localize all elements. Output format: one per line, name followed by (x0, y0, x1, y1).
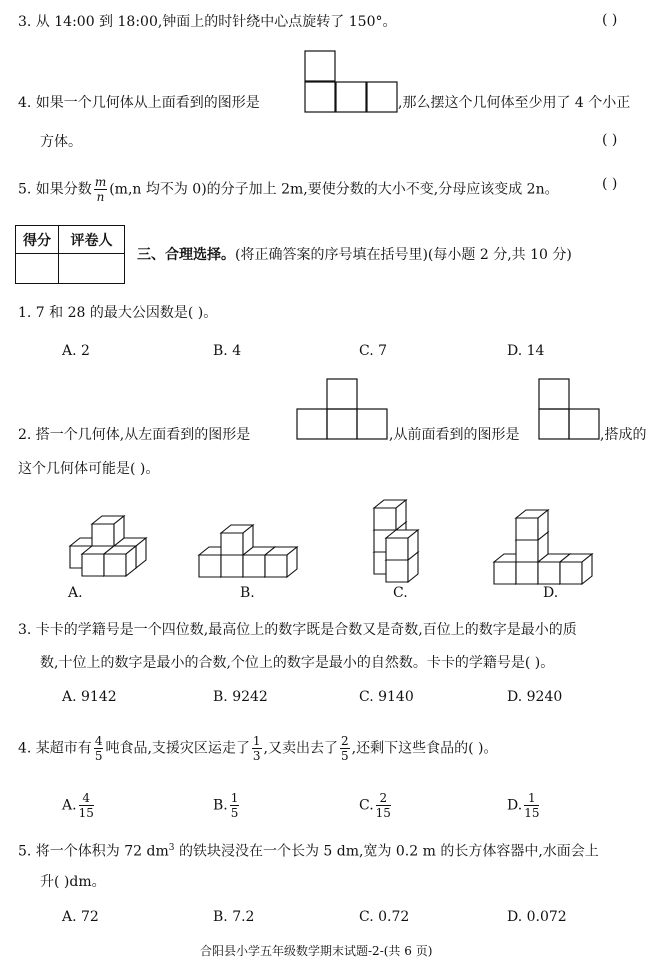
cube (104, 546, 136, 576)
choice-q2-option-a-figure[interactable] (50, 500, 170, 580)
cubic-superscript: 3 (168, 843, 175, 853)
choice-q3-option-b[interactable]: B. 9242 (213, 689, 268, 705)
choice-q4-option-d[interactable] (507, 792, 541, 819)
choice-q5-option-d[interactable]: D. 0.072 (507, 909, 567, 925)
judge-q3-text: 3. 从 14:00 到 18:00,钟面上的时针绕中心点旋转了 150°。 (18, 14, 397, 30)
choice-q2-stem-b: ,从前面看到的图形是 (389, 427, 520, 443)
score-cell[interactable] (16, 254, 59, 284)
cube (265, 547, 297, 577)
fraction-one-third (252, 735, 262, 762)
choice-q4-stem (18, 735, 497, 762)
choice-q2-option-b-label[interactable]: B. (240, 585, 255, 601)
fraction-numerator: 4 (79, 792, 94, 806)
option-fraction (524, 792, 539, 819)
cube (374, 500, 406, 530)
fraction-denominator: 3 (252, 749, 261, 763)
choice-q5-option-b[interactable]: B. 7.2 (213, 909, 255, 925)
choice-q4-stem-d: ,还剩下这些食品的( )。 (351, 740, 498, 757)
choice-q2-option-c-figure[interactable] (360, 492, 450, 582)
fraction-numerator: m (94, 175, 107, 189)
fraction-denominator: 15 (375, 806, 391, 820)
choice-q4-option-b[interactable] (213, 792, 241, 819)
option-fraction (79, 792, 94, 819)
fraction-numerator: 2 (376, 792, 391, 806)
page-footer: 合阳县小学五年级数学期末试题-2-(共 6 页) (200, 944, 433, 958)
choice-q3-option-c[interactable]: C. 9140 (359, 689, 414, 705)
judge-q4-answer-paren[interactable]: ( ) (602, 132, 618, 148)
fraction-numerator: 1 (524, 792, 539, 806)
choice-q1-option-a[interactable]: A. 2 (62, 343, 90, 359)
choice-q4-stem-c: ,又卖出去了 (263, 740, 338, 757)
judge-q4-text-b: ,那么摆这个几何体至少用了 4 个小正 (398, 95, 631, 111)
fraction-denominator: 5 (94, 749, 103, 763)
cube (221, 525, 253, 555)
option-letter: B. (213, 797, 228, 814)
front-view-shape-figure (538, 378, 600, 440)
cube (386, 530, 418, 560)
choice-q1-option-b[interactable]: B. 4 (213, 343, 242, 359)
judge-q5-line (18, 176, 559, 203)
choice-q3-option-a[interactable]: A. 9142 (62, 689, 117, 705)
fraction-denominator: 5 (341, 749, 349, 763)
fraction-m-over-n (94, 176, 107, 203)
cube (560, 554, 592, 584)
choice-q2-stem-c: ,搭成的 (600, 427, 647, 443)
fraction-denominator: 15 (524, 806, 540, 820)
section-3-heading (137, 245, 572, 265)
judge-q3-answer-paren[interactable]: ( ) (602, 12, 618, 28)
judge-q5-text-b: (m,n 均不为 0)的分子加上 2m,要使分数的大小不变,分母应该变成 2n。 (109, 181, 559, 198)
choice-q5-stem-line1-b: 的铁块浸没在一个长为 5 dm,宽为 0.2 m 的长方体容器中,水面会上 (174, 843, 599, 860)
choice-q2-stem-a: 2. 搭一个几何体,从左面看到的图形是 (18, 427, 251, 443)
choice-q4-option-a[interactable] (62, 792, 96, 819)
left-view-shape-figure (296, 378, 388, 440)
choice-q3-option-d[interactable]: D. 9240 (507, 689, 563, 705)
choice-q1-stem: 1. 7 和 28 的最大公因数是( )。 (18, 305, 218, 321)
choice-q2-option-a-label[interactable]: A. (68, 585, 83, 601)
fraction-four-fifths (94, 735, 104, 762)
fraction-numerator: 4 (94, 734, 103, 748)
score-header: 得分 (16, 226, 59, 254)
choice-q2-option-b-figure[interactable] (195, 500, 315, 580)
option-letter: C. (359, 797, 374, 814)
score-box (15, 225, 125, 284)
section-3-note: (将正确答案的序号填在括号里)(每小题 2 分,共 10 分) (235, 247, 572, 263)
top-view-shape-figure (304, 50, 398, 114)
fraction-numerator: 1 (252, 734, 261, 748)
choice-q4-stem-a: 4. 某超市有 (18, 740, 92, 757)
fraction-numerator: 1 (230, 791, 239, 805)
judge-q4-text-c: 方体。 (40, 134, 82, 150)
fraction-two-fifths (340, 735, 350, 762)
option-fraction (376, 792, 391, 819)
choice-q4-option-c[interactable] (359, 792, 393, 819)
choice-q5-stem-line1 (18, 838, 599, 862)
choice-q4-stem-b: 吨食品,支援灾区运走了 (105, 740, 250, 757)
choice-q2-stem-d: 这个几何体可能是( )。 (18, 461, 160, 477)
judge-q5-text-a: 5. 如果分数 (18, 181, 92, 198)
fraction-numerator: 2 (341, 734, 349, 748)
grader-cell[interactable] (59, 254, 125, 284)
choice-q1-option-d[interactable]: D. 14 (507, 343, 545, 359)
fraction-denominator: n (96, 190, 105, 204)
choice-q3-stem-line2: 数,十位上的数字是最小的合数,个位上的数字是最小的自然数。卡卡的学籍号是( )。 (40, 655, 555, 671)
choice-q5-option-a[interactable]: A. 72 (62, 909, 99, 925)
choice-q3-stem-line1: 3. 卡卡的学籍号是一个四位数,最高位上的数字既是合数又是奇数,百位上的数字是最小的质 (18, 622, 577, 638)
choice-q5-stem-line2: 升( )dm。 (40, 874, 106, 890)
choice-q2-option-d-label[interactable]: D. (543, 585, 559, 601)
cube (92, 516, 124, 546)
judge-q5-answer-paren[interactable]: ( ) (602, 176, 618, 192)
choice-q5-stem-line1-a: 5. 将一个体积为 72 dm (18, 843, 169, 860)
cube (516, 510, 548, 540)
judge-q4-text-a: 4. 如果一个几何体从上面看到的图形是 (18, 95, 260, 111)
choice-q2-option-c-label[interactable]: C. (393, 585, 408, 601)
option-letter: D. (507, 797, 523, 814)
fraction-denominator: 15 (78, 806, 94, 820)
option-fraction (230, 792, 240, 819)
fraction-denominator: 5 (230, 806, 239, 820)
grader-header: 评卷人 (59, 226, 125, 254)
choice-q2-option-d-figure[interactable] (490, 492, 620, 582)
choice-q5-option-c[interactable]: C. 0.72 (359, 909, 410, 925)
section-3-title: 三、合理选择。 (137, 247, 235, 263)
option-letter: A. (62, 797, 77, 814)
choice-q1-option-c[interactable]: C. 7 (359, 343, 388, 359)
